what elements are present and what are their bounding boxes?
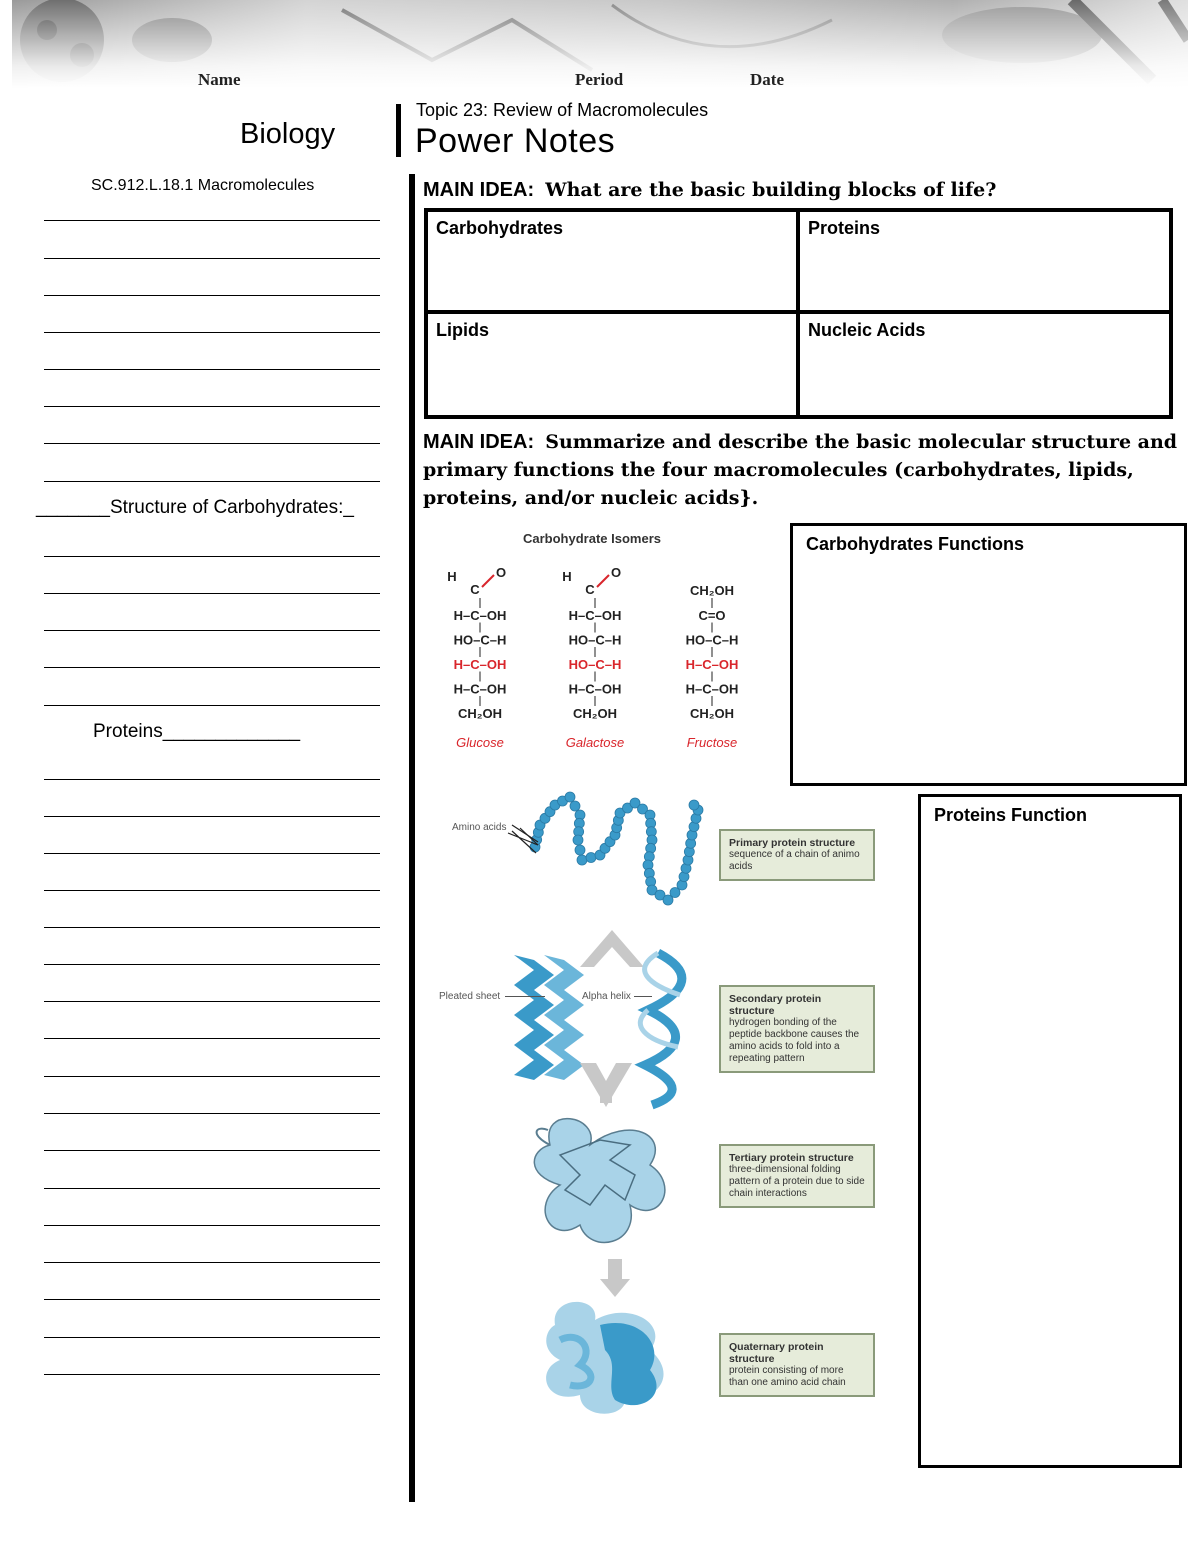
notes-line[interactable]	[44, 816, 380, 817]
pleated-sheet-shape	[514, 955, 584, 1080]
notes-line[interactable]	[44, 964, 380, 965]
notes-line[interactable]	[44, 927, 380, 928]
carb-row: C=O	[698, 608, 726, 623]
period-label: Period	[575, 70, 624, 89]
amino-acid-bead	[577, 855, 587, 865]
carb-row: HO–C–H	[685, 632, 739, 648]
carb-row: H–C–OH	[685, 657, 739, 672]
notes-line[interactable]	[44, 705, 380, 706]
amino-acid-bead	[586, 853, 596, 863]
carbohydrate-isomers-figure	[430, 525, 780, 760]
notes-line[interactable]	[44, 1038, 380, 1039]
cell-carbohydrates-label: Carbohydrates	[436, 218, 564, 238]
molecule-name-galactose: Galactose	[565, 735, 625, 750]
callout-tertiary-title: Tertiary protein structure	[729, 1152, 854, 1164]
aldehyde-c: C	[585, 582, 595, 597]
main-idea-2	[423, 428, 1183, 512]
notes-line[interactable]	[44, 667, 380, 668]
aldehyde-c: C	[470, 582, 480, 597]
carb-row: H–C–OH	[453, 657, 507, 672]
subject-title: Biology	[240, 118, 336, 150]
notes-line[interactable]	[44, 1299, 380, 1300]
date-label: Date	[750, 70, 784, 89]
carbohydrates-functions-box[interactable]	[790, 523, 1187, 786]
notes-line[interactable]	[44, 369, 380, 370]
arrow-up-icon	[580, 930, 644, 967]
cell-lipids[interactable]	[424, 310, 800, 419]
callout-quaternary-title: Quaternary protein structure	[729, 1341, 824, 1365]
notes-line[interactable]	[44, 1150, 380, 1151]
callout-primary-text: sequence of a chain of animo acids	[729, 849, 860, 872]
cell-nucleic-acids[interactable]	[796, 310, 1173, 419]
name-label: Name	[198, 70, 241, 89]
proteins-label: Proteins_____________	[93, 721, 301, 742]
callout-tertiary	[719, 1144, 875, 1208]
protein-structure-drawing	[430, 785, 910, 1425]
carb-row: H–C–OH	[568, 608, 622, 623]
topic-heading: Topic 23: Review of Macromolecules	[416, 100, 709, 120]
main-idea-1-question: What are the basic building blocks of life?	[545, 179, 997, 201]
amino-acid-bead	[689, 800, 699, 810]
carb-row: HO–C–H	[568, 657, 622, 672]
main-idea-1	[423, 176, 1193, 204]
arrow-down-2-icon	[600, 1279, 630, 1297]
aldehyde-o: O	[610, 565, 622, 580]
callout-quaternary	[719, 1333, 875, 1397]
notes-line[interactable]	[44, 1001, 380, 1002]
proteins-function-label: Proteins Function	[934, 805, 1087, 825]
carb-row: HO–C–H	[453, 632, 507, 648]
title-divider	[396, 104, 401, 157]
carb-structures	[430, 525, 780, 760]
carb-figure-title: Carbohydrate Isomers	[523, 531, 661, 546]
protein-structure-figure	[430, 785, 910, 1425]
callout-primary-title: Primary protein structure	[729, 837, 856, 849]
notes-line[interactable]	[44, 1188, 380, 1189]
amino-acid-bead	[573, 835, 583, 845]
notes-line[interactable]	[44, 630, 380, 631]
cell-nucleic-acids-label: Nucleic Acids	[808, 320, 926, 340]
carbohydrates-functions-label: Carbohydrates Functions	[806, 534, 1025, 554]
notes-line[interactable]	[44, 406, 380, 407]
amino-acids-label: Amino acids	[452, 822, 507, 833]
aldehyde-o: O	[495, 565, 507, 580]
notes-line[interactable]	[44, 1337, 380, 1338]
notes-line[interactable]	[44, 853, 380, 854]
aldehyde-h: H	[562, 569, 572, 584]
notes-line[interactable]	[44, 890, 380, 891]
cell-proteins[interactable]	[796, 208, 1173, 314]
carb-row: CH₂OH	[689, 706, 735, 721]
amino-acid-bead	[565, 792, 575, 802]
main-idea-2-text: Summarize and describe the basic molecular structure and primary functions the four macromolecules (carbohydrates, lipids, proteins, and/or nucleic acids}.	[423, 431, 1178, 509]
pleated-sheet-pointer	[505, 996, 545, 997]
carb-row: CH₂OH	[457, 706, 503, 721]
alpha-helix-pointer	[634, 996, 652, 997]
amino-acid-chain	[530, 792, 703, 905]
notes-line[interactable]	[44, 1374, 380, 1375]
notes-line[interactable]	[44, 1076, 380, 1077]
cell-lipids-label: Lipids	[436, 320, 489, 340]
structure-carbohydrates-label: _______Structure of Carbohydrates:_	[36, 497, 354, 518]
cell-carbohydrates[interactable]	[424, 208, 800, 314]
page-title: Power Notes	[415, 122, 616, 160]
notes-line[interactable]	[44, 220, 380, 221]
cell-proteins-label: Proteins	[808, 218, 881, 238]
notes-line[interactable]	[44, 593, 380, 594]
main-idea-2-lead: MAIN IDEA:	[423, 431, 535, 453]
quaternary-structure-shape	[546, 1302, 663, 1414]
alpha-helix-label: Alpha helix	[582, 991, 631, 1002]
notes-line[interactable]	[44, 443, 380, 444]
carbonyl-bond	[482, 575, 494, 587]
amino-acid-bead	[570, 801, 580, 811]
notes-line[interactable]	[44, 295, 380, 296]
standard-label: SC.912.L.18.1 Macromolecules	[91, 177, 315, 194]
notes-line[interactable]	[44, 1113, 380, 1114]
notes-line[interactable]	[44, 556, 380, 557]
main-divider	[409, 174, 415, 1502]
callout-quaternary-text: protein consisting of more than one amino acid chain	[729, 1365, 846, 1388]
aldehyde-h: H	[447, 569, 457, 584]
callout-secondary-title: Secondary protein structure	[729, 993, 822, 1017]
molecule-name-fructose: Fructose	[686, 735, 738, 750]
notes-line[interactable]	[44, 481, 380, 482]
callout-primary	[719, 829, 875, 881]
proteins-function-box[interactable]	[918, 794, 1182, 1468]
callout-secondary-text: hydrogen bonding of the peptide backbone causes the amino acids to fold into a repeating pattern	[729, 1017, 860, 1064]
carbonyl-bond	[597, 575, 609, 587]
notes-line[interactable]	[44, 779, 380, 780]
carb-row: H–C–OH	[453, 681, 507, 697]
pleated-sheet-label: Pleated sheet	[439, 991, 501, 1002]
main-idea-1-lead: MAIN IDEA:	[423, 179, 535, 201]
carb-row: H–C–OH	[685, 681, 739, 697]
tertiary-structure-shape	[534, 1119, 665, 1243]
molecule-name-glucose: Glucose	[456, 735, 504, 750]
amino-acid-bead	[575, 845, 585, 855]
callout-secondary	[719, 985, 875, 1073]
carb-row: H–C–OH	[568, 681, 622, 697]
notes-line[interactable]	[44, 258, 380, 259]
notes-line[interactable]	[44, 1262, 380, 1263]
carb-row: CH₂OH	[572, 706, 618, 721]
alpha-helix-shape	[640, 953, 682, 1105]
carb-row: H–C–OH	[453, 608, 507, 623]
carb-row: HO–C–H	[568, 632, 622, 648]
notes-line[interactable]	[44, 332, 380, 333]
notes-line[interactable]	[44, 1225, 380, 1226]
callout-tertiary-text: three-dimensional folding pattern of a protein due to side chain interactions	[729, 1164, 865, 1199]
carb-top-group: CH₂OH	[689, 583, 735, 598]
